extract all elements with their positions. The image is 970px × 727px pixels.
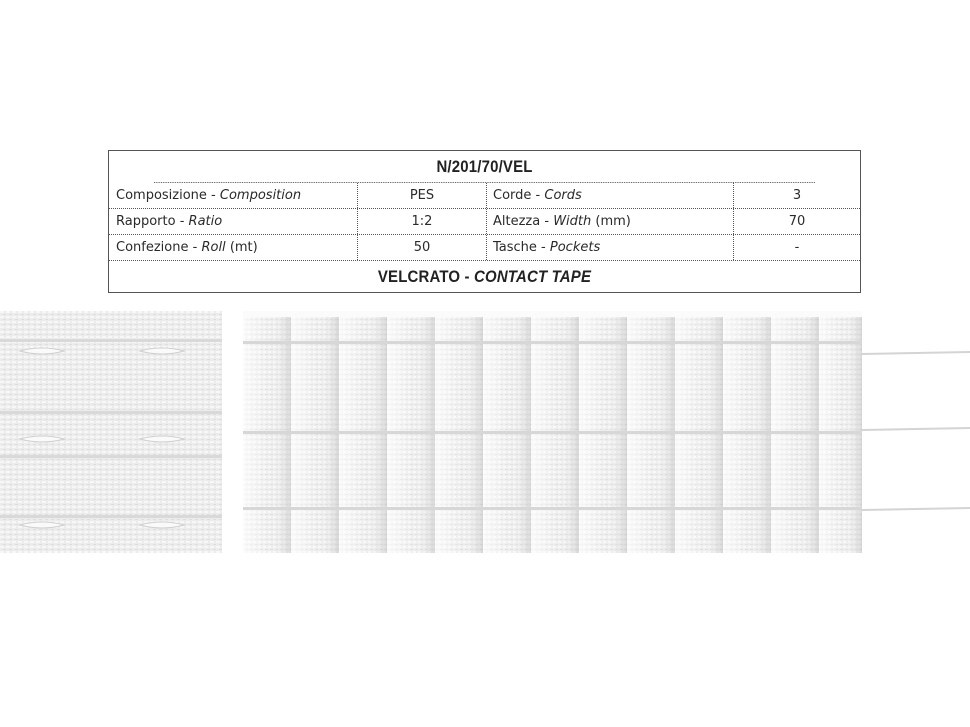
roll-label-en: Roll — [201, 240, 226, 255]
pockets-label-it: Tasche — [493, 240, 537, 255]
product-code: N/201/70/VEL — [154, 151, 815, 183]
width-label-en: Width — [553, 214, 592, 229]
cords-value: 3 — [792, 188, 802, 203]
cords-illustration — [862, 340, 970, 520]
tape-type-it: VELCRATO — [377, 267, 461, 286]
tape-type: VELCRATO - CONTACT TAPE — [377, 267, 592, 286]
spec-row-composition — [109, 183, 860, 209]
composition-value: PES — [358, 183, 487, 208]
pockets-label: Tasche - Pockets — [487, 235, 734, 260]
cords-label-it: Corde — [493, 188, 532, 203]
composition-label: Composizione - Composition — [109, 183, 358, 208]
tape-type-en: CONTACT TAPE — [474, 267, 592, 286]
roll-unit: (mt) — [229, 240, 258, 255]
roll-label: Confezione - Roll (mt) — [109, 235, 358, 260]
cords-label: Corde - Cords — [487, 183, 734, 208]
composition-label-en: Composition — [219, 188, 302, 203]
pockets-value: - — [794, 240, 800, 255]
tape-pleated-photo — [243, 311, 862, 553]
composition-label-it: Composizione — [116, 188, 207, 203]
ratio-label-it: Rapporto — [116, 214, 176, 229]
width-value: 70 — [788, 214, 806, 229]
ratio-label-en: Ratio — [188, 214, 223, 229]
spec-row-ratio — [109, 209, 860, 235]
tape-pleated-texture — [243, 311, 862, 553]
ratio-value: 1:2 — [358, 209, 487, 234]
cords-label-en: Cords — [544, 188, 582, 203]
width-label-it: Altezza — [493, 214, 541, 229]
roll-value: 50 — [358, 235, 487, 260]
width-label: Altezza - Width (mm) — [487, 209, 734, 234]
spec-table — [108, 150, 861, 293]
roll-label-it: Confezione — [116, 240, 189, 255]
tape-flat-texture — [0, 311, 222, 553]
spec-row-roll — [109, 235, 860, 261]
pockets-label-en: Pockets — [549, 240, 601, 255]
tape-flat-photo — [0, 311, 222, 553]
ratio-label: Rapporto - Ratio — [109, 209, 358, 234]
width-unit: (mm) — [595, 214, 631, 229]
